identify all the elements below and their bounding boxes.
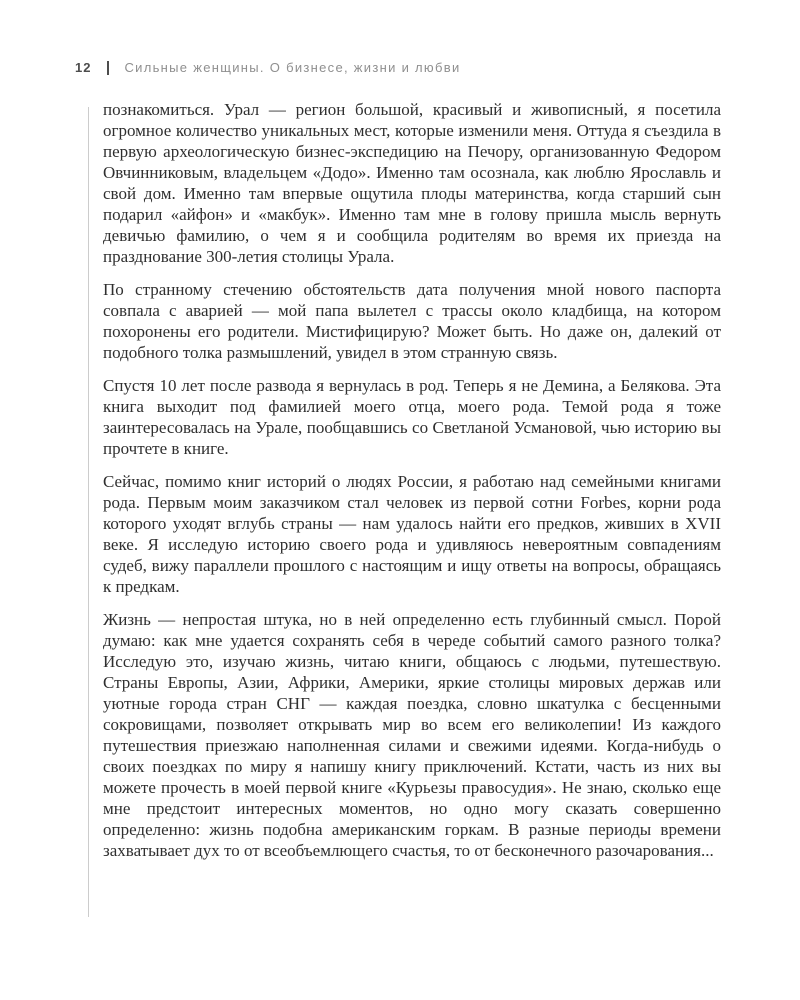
paragraph: По странному стечению обстоятельств дата получения мной нового паспорта совпала с аварией — мой папа вылетел с трассы около кладбища, на котором похоронены его родители. Мистифицирую? Может быть. Но даже он, далекий от подобного толка размышлений, увидел в этом странную связь.	[103, 280, 721, 362]
paragraph: Сейчас, помимо книг историй о людях России, я работаю над семейными книгами рода. Первым моим заказчиком стал человек из первой сотни Forbes, корни рода которого уходят вглубь страны — нам удалось найти его предков, живших в XVII веке. Я исследую историю своего рода и удивляюсь невероятным совпадениям судеб, вижу параллели прошлого с настоящим и ищу ответы на вопросы, обращаясь к предкам.	[103, 472, 721, 596]
left-margin-rule	[88, 107, 89, 917]
page-body	[103, 99, 721, 861]
header-divider-bar	[107, 61, 109, 75]
page-number: 12	[75, 60, 92, 75]
paragraph: Спустя 10 лет после развода я вернулась в род. Теперь я не Демина, а Белякова. Эта книга выходит под фамилией моего отца, моего рода. Темой рода я тоже заинтересовалась на Урале, пообщавшись со Светланой Усмановой, чью историю вы прочтете в книге.	[103, 376, 721, 458]
paragraph: Жизнь — непростая штука, но в ней определенно есть глубинный смысл. Порой думаю: как мне удается сохранять себя в череде событий самого разного толка? Исследую это, изучаю жизнь, читаю книги, общаюсь с людьми, путешествую. Страны Европы, Азии, Африки, Америки, яркие столицы мировых держав или уютные города стран СНГ — каждая поездка, словно шкатулка с бесценными сокровищами, позволяет открывать мир во всем его великолепии! Из каждого путешествия приезжаю наполненная силами и свежими идеями. Когда-нибудь о своих поездках по миру я напишу книгу приключений. Кстати, часть из них вы можете прочесть в моей первой книге «Курьезы правосудия». Не знаю, сколько еще мне предстоит интересных моментов, но одно могу сказать совершенно определенно: жизнь подобна американским горкам. В разные периоды времени захватывает дух то от всеобъемлющего счастья, то от бесконечного разочарования...	[103, 610, 721, 860]
paragraph: познакомиться. Урал — регион большой, красивый и живописный, я посетила огромное количество уникальных мест, которые изменили меня. Оттуда я съездила в первую археологическую бизнес-экспедицию на Печору, организованную Федором Овчинниковым, владельцем «Додо». Именно там осознала, как люблю Ярославль и свой дом. Именно там впервые ощутила плоды материнства, когда старший сын подарил «айфон» и «макбук». Именно там мне в голову пришла мысль вернуть девичью фамилию, о чем я и сообщила родителям во время их приезда на празднование 300-летия столицы Урала.	[103, 100, 721, 266]
running-title: Сильные женщины. О бизнесе, жизни и любви	[124, 60, 461, 75]
page-header	[75, 60, 720, 75]
